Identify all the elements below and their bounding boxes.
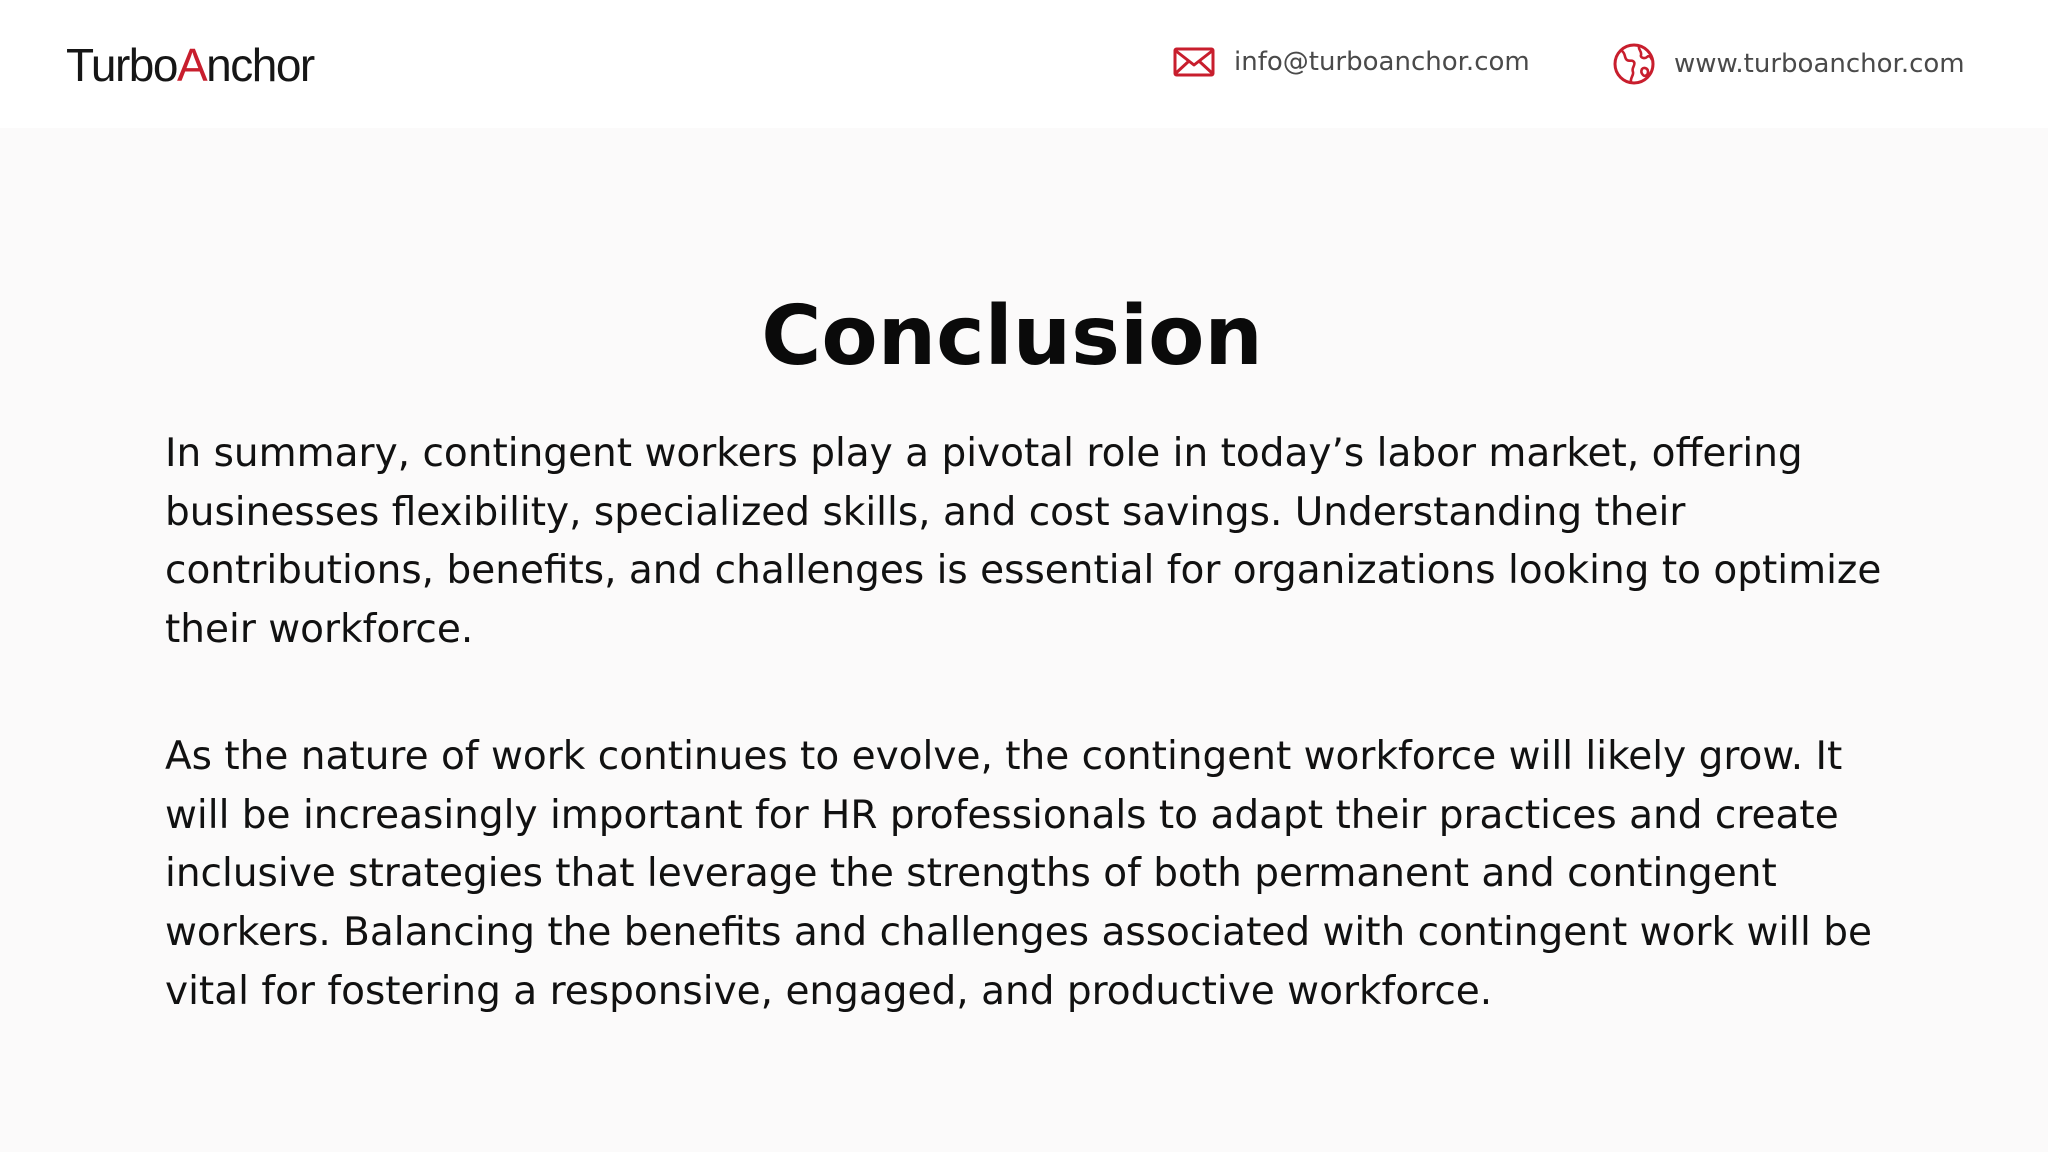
logo-text-accent: A <box>176 39 207 91</box>
summary-paragraph: In summary, contingent workers play a pivotal role in today’s labor market, offering businesses flexibility, specialized skills, and cost savings. Understanding their contributions, benefits, and challenges is essential for organizations looking to optimize their workforce. <box>165 431 1882 653</box>
globe-icon <box>1612 42 1656 86</box>
email-address[interactable]: info@turboanchor.com <box>1234 47 1530 77</box>
email-contact[interactable] <box>1172 40 1530 84</box>
outlook-paragraph: As the nature of work continues to evolve, the contingent workforce will likely grow. It will be increasingly important for HR professionals to adapt their practices and create inclusive strategies that leverage the strengths of both permanent and contingent workers. Balancing the benefits and challenges associated with contingent work will be vital for fostering a responsive, engaged, and productive workforce. <box>165 734 1872 1014</box>
logo-text-part1: Turbo <box>66 39 177 91</box>
header-bar <box>0 0 2048 128</box>
brand-logo <box>66 38 314 92</box>
envelope-icon <box>1172 40 1216 84</box>
logo-text-part2: nchor <box>206 39 314 91</box>
website-contact[interactable] <box>1612 42 1965 86</box>
page-title: Conclusion <box>761 289 1263 384</box>
website-url[interactable]: www.turboanchor.com <box>1674 49 1965 79</box>
